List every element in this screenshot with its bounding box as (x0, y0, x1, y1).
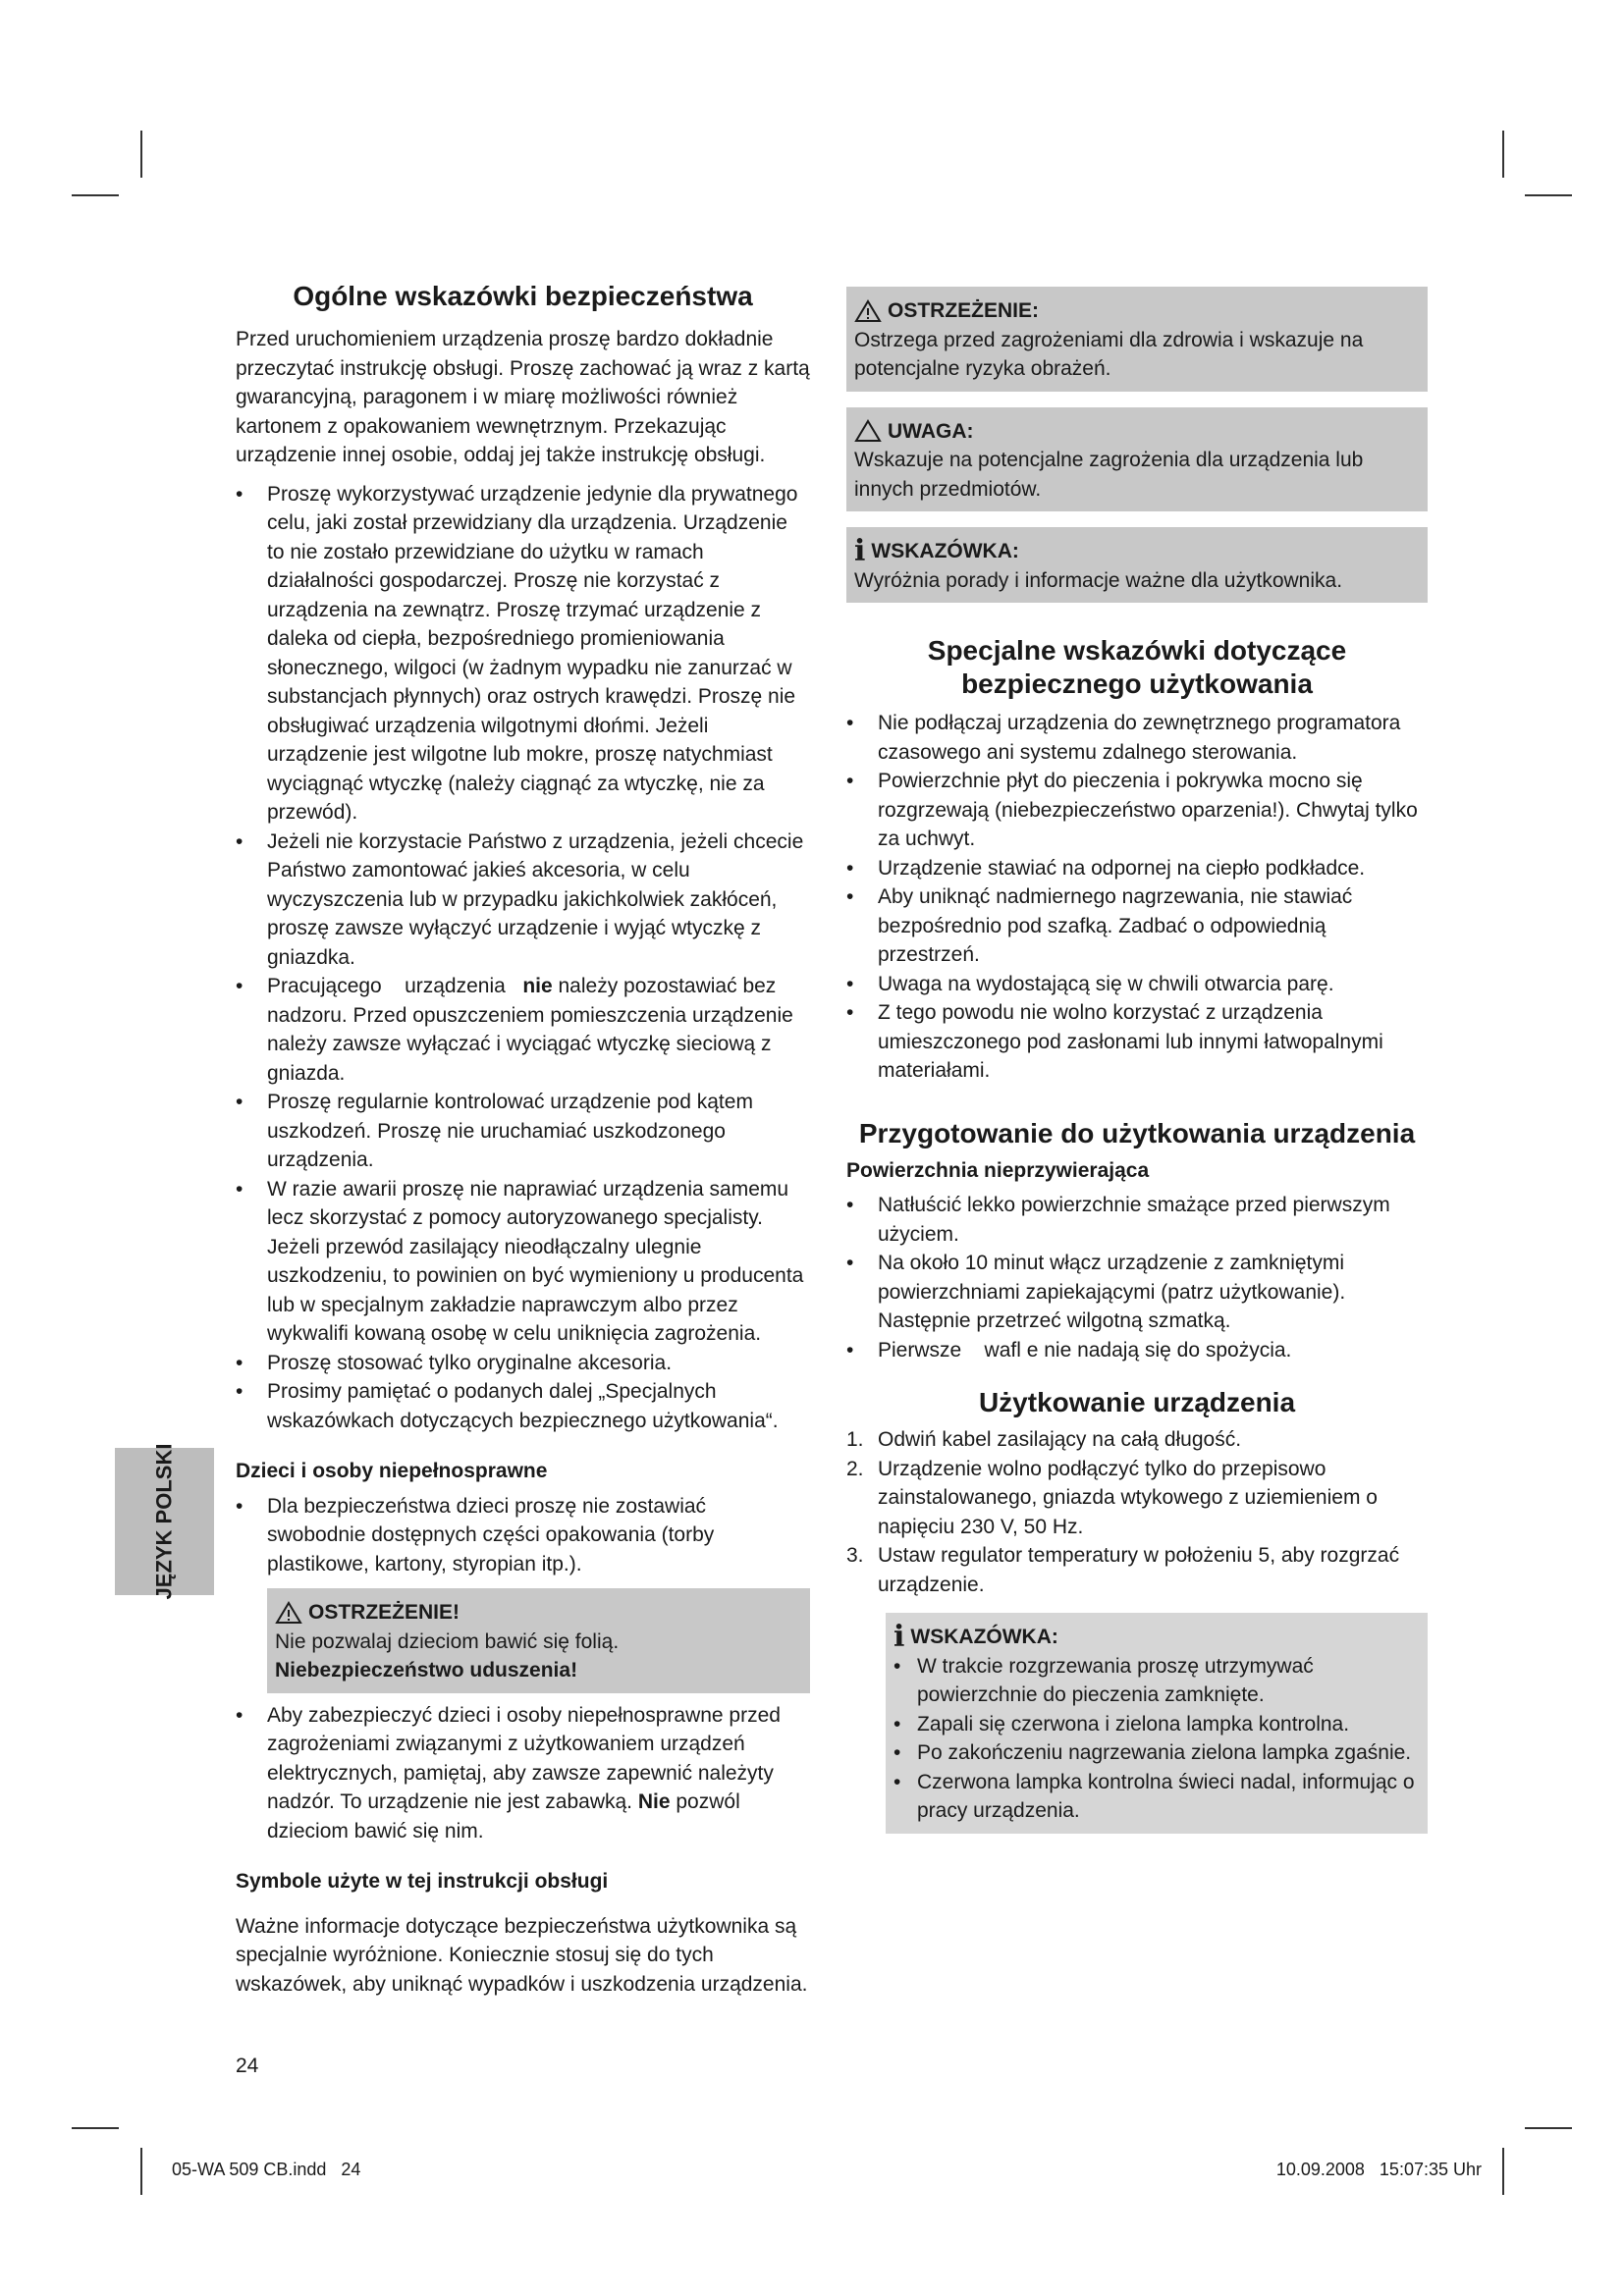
warning-box-line: Niebezpieczeństwo uduszenia! (275, 1659, 578, 1682)
special-safety-title: Specjalne wskazówki dotyczące bezpiecznego użytkowania (927, 635, 1347, 699)
crop-mark (72, 194, 119, 196)
crop-mark (1502, 2148, 1504, 2195)
list-item: • Pracującego urządzenia nie należy pozostawiać bez nadzoru. Przed opuszczeniem pomieszczenia urządzenie należy zawsze wyłączać i wyciągać wtyczkę sieciową z gniazda. (236, 972, 810, 1088)
info-icon: i (893, 1619, 905, 1654)
language-tab-label: JĘZYK POLSKI (151, 1443, 177, 1600)
list-item: • Proszę wykorzystywać urządzenie jedynie dla prywatnego celu, jaki został przewidziany dla urządzenia. Urządzenie to nie zostało przewidziane do użytku w ramach działalności gospodarczej. Proszę nie korzystać z urządzenia na zewnątrz. Proszę trzymać urządzenie z daleka od ciepła, bezpośredniego promieniowania słonecznego, wilgoci (w żadnym wypadku nie zanurzać w substancjach płynnych) oraz ostrych krawędzi. Proszę nie obsługiwać urządzenia wilgotnymi dłońmi. Jeżeli urządzenie jest wilgotne lub mokre, proszę natychmiast wyciągnąć wtyczkę (należy ciągnąć za wtyczkę, nie za przewód). (236, 480, 810, 828)
list-item: • Aby zabezpieczyć dzieci i osoby niepełnosprawne przed zagrożeniami związanymi z użytkowaniem urządzeń elektrycznych, pamiętaj, aby zawsze zapewnić należyty nadzór. To urządzenie nie jest zabawką. Nie pozwól dzieciom bawić się nim. (236, 1701, 810, 1846)
special-list (846, 709, 1428, 1086)
usage-title: Użytkowanie urządzenia (978, 1387, 1296, 1417)
list-item: • Po zakończeniu nagrzewania zielona lampka zgaśnie. (893, 1738, 1420, 1768)
caution-triangle-icon (854, 419, 882, 443)
usage-tip-box: i WSKAZÓWKA: • W trakcie rozgrzewania proszę utrzymywać powierzchnie do pieczenia zamknięte. • Zapali się czerwona i zielona lampka kontrolna. • Po zakończeniu nagrzewania zielona lampka zgaśnie. • Czerwona lampka kontrolna świeci nadal, informując o pracy urządzenia. (886, 1613, 1428, 1834)
children-list-2 (236, 1701, 810, 1846)
list-item: • Pierwsze wafl e nie nadają się do spożycia. (846, 1336, 1428, 1365)
list-item: • Proszę stosować tylko oryginalne akcesoria. (236, 1349, 810, 1378)
warning-legend-box: OSTRZEŻENIE: Ostrzega przed zagrożeniami dla zdrowia i wskazuje na potencjalne ryzyka obrażeń. (846, 287, 1428, 392)
preparation-title: Przygotowanie do użytkowania urządzenia (858, 1117, 1416, 1148)
list-item: 2. Urządzenie wolno podłączyć tylko do przepisowo zainstalowanego, gniazda wtykowego z uziemieniem o napięciu 230 V, 50 Hz. (846, 1457, 1378, 1538)
list-item: • Nie podłączaj urządzenia do zewnętrznego programatora czasowego ani systemu zdalnego sterowania. (846, 709, 1428, 767)
page-number: 24 (236, 2055, 259, 2077)
general-safety-title: Ogólne wskazówki bezpieczeństwa (293, 281, 753, 311)
safety-list (236, 480, 810, 1436)
warning-triangle-icon (275, 1601, 302, 1625)
warning-triangle-icon (854, 299, 882, 323)
list-item: 1. Odwiń kabel zasilający na całą długość. (846, 1428, 1242, 1451)
children-heading: Dzieci i osoby niepełnosprawne (236, 1460, 548, 1482)
list-item: • Proszę regularnie kontrolować urządzenie pod kątem uszkodzeń. Proszę nie uruchamiać uszkodzonego urządzenia. (236, 1088, 810, 1175)
list-item: • Z tego powodu nie wolno korzystać z urządzenia umieszczonego pod zasłonami lub innymi łatwopalnymi materiałami. (846, 998, 1428, 1086)
crop-mark (140, 2148, 142, 2195)
list-item: • Prosimy pamiętać o podanych dalej „Specjalnych wskazówkach dotyczących bezpiecznego użytkowania“. (236, 1377, 810, 1435)
usage-steps (846, 1425, 1428, 1599)
crop-mark (1502, 131, 1504, 178)
tip-legend-box: i WSKAZÓWKA: Wyróżnia porady i informacje ważne dla użytkownika. (846, 527, 1428, 603)
footer-timestamp: 10.09.2008 15:07:35 Uhr (1275, 2160, 1482, 2179)
info-icon: i (854, 533, 866, 568)
crop-mark (140, 131, 142, 178)
list-item: • Dla bezpieczeństwa dzieci proszę nie zostawiać swobodnie dostępnych części opakowania (torby plastikowe, kartony, styropian itp.). (236, 1492, 810, 1579)
crop-mark (1525, 194, 1572, 196)
list-item: • Czerwona lampka kontrolna świeci nadal, informując o pracy urządzenia. (893, 1768, 1420, 1826)
list-item: 3. Ustaw regulator temperatury w położeniu 5, aby rozgrzać urządzenie. (846, 1544, 1400, 1596)
list-item: • Jeżeli nie korzystacie Państwo z urządzenia, jeżeli chcecie Państwo zamontować jakieś akcesoria, w celu wyczyszczenia lub w przypadku jakichkolwiek zakłóceń, proszę zawsze wyłączyć urządzenie i wyjąć wtyczkę z gniazdka. (236, 828, 810, 973)
language-tab (115, 1443, 214, 1600)
warning-box-title: OSTRZEŻENIE! (275, 1598, 802, 1628)
preparation-list (846, 1191, 1428, 1364)
list-item: • Uwaga na wydostającą się w chwili otwarcia parę. (846, 970, 1428, 999)
list-item: • W razie awarii proszę nie naprawiać urządzenia samemu lecz skorzystać z pomocy autoryzowanego specjalisty. Jeżeli przewód zasilający nieodłączalny ulegnie uszkodzeniu, to powinien on być wymieniony u producenta lub w specjalnym zakładzie naprawczym albo przez wykwalifi kowaną osobę w celu uniknięcia zagrożenia. (236, 1175, 810, 1349)
list-item: • Powierzchnie płyt do pieczenia i pokrywka mocno się rozgrzewają (niebezpieczeństwo oparzenia!). Chwytaj tylko za uchwyt. (846, 767, 1428, 854)
warning-box-line: Nie pozwalaj dzieciom bawić się folią. (275, 1629, 620, 1653)
list-item: • Natłuścić lekko powierzchnie smażące przed pierwszym użyciem. (846, 1191, 1428, 1249)
list-item: • Zapali się czerwona i zielona lampka kontrolna. (893, 1710, 1420, 1739)
crop-mark (72, 2127, 119, 2129)
list-item: • Na około 10 minut włącz urządzenie z zamkniętymi powierzchniami zapiekającymi (patrz użytkowanie). Następnie przetrzeć wilgotną szmatką. (846, 1249, 1428, 1336)
intro-paragraph: Przed uruchomieniem urządzenia proszę bardzo dokładnie przeczytać instrukcję obsługi. Proszę zachować ją wraz z kartą gwarancyjną, paragonem i w miarę możliwości również kartonem z opakowaniem wewnętrznym. Przekazując urządzenie innej osobie, oddaj jej także instrukcję obsługi. (236, 328, 810, 466)
left-column (236, 280, 810, 1999)
list-item: • W trakcie rozgrzewania proszę utrzymywać powierzchnie do pieczenia zamknięte. (893, 1652, 1420, 1710)
caution-legend-box: UWAGA: Wskazuje na potencjalne zagrożenia dla urządzenia lub innych przedmiotów. (846, 407, 1428, 512)
crop-mark (1525, 2127, 1572, 2129)
children-warning-box (267, 1588, 810, 1693)
list-item: • Urządzenie stawiać na odpornej na ciepło podkładce. (846, 854, 1428, 883)
symbols-paragraph: Ważne informacje dotyczące bezpieczeństwa użytkownika są specjalnie wyróżnione. Koniecznie stosuj się do tych wskazówek, aby uniknąć wypadków i uszkodzenia urządzenia. (236, 1914, 808, 1996)
preparation-subheading: Powierzchnia nieprzywierająca (846, 1158, 1150, 1182)
children-list (236, 1492, 810, 1579)
list-item: • Aby uniknąć nadmiernego nagrzewania, nie stawiać bezpośrednio pod szafką. Zadbać o odpowiednią przestrzeń. (846, 882, 1428, 970)
symbols-heading: Symbole użyte w tej instrukcji obsługi (236, 1870, 609, 1893)
footer-file-info: 05-WA 509 CB.indd 24 (172, 2160, 361, 2179)
right-column (846, 287, 1428, 1834)
